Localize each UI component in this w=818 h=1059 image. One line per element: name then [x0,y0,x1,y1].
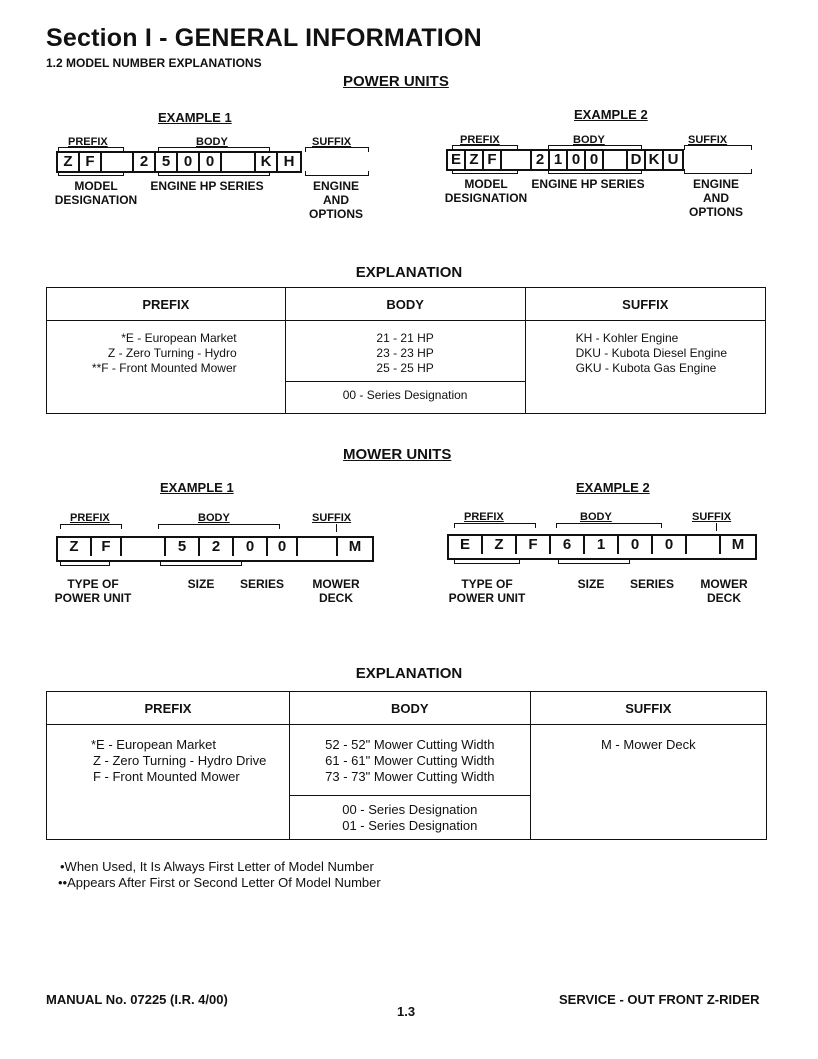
mower-body-series: 01 - Series Designation [342,818,478,833]
footnote-1: •When Used, It Is Always First Letter of Model Number [60,859,374,874]
power-example-2-title: EXAMPLE 2 [574,107,648,122]
model-letter-box: M [731,536,745,553]
mower-suffix-line: M - Mower Deck [600,737,696,752]
model-letter-box: 5 [166,538,200,556]
model-letter-box: F [80,153,102,171]
power-example-1-title: EXAMPLE 1 [158,110,232,125]
mower-ex1-suffix-label: SUFFIX [312,512,352,524]
power-ex2-suffix-bracket [684,145,752,150]
model-letter-box: 0 [200,153,222,171]
model-letter-box: M [348,538,362,555]
mower-ex1-caption-series: SERIES [239,577,284,591]
power-table-suffix-cell [525,321,765,414]
power-ex2-model-boxes [446,149,684,171]
model-letter-box [222,153,256,171]
mower-table-header-prefix: PREFIX [47,692,290,725]
power-ex1-model-boxes [56,151,302,173]
model-letter-box: 6 [551,536,585,554]
page-title: Section I - GENERAL INFORMATION [46,24,482,52]
model-letter-box: H [283,153,295,170]
power-units-heading: POWER UNITS [343,73,449,90]
power-suffix-line: GKU - Kubota Gas Engine [575,361,717,375]
mower-ex1-prefix-label: PREFIX [70,512,110,524]
model-letter-box: 0 [178,153,200,171]
mower-table-header-suffix: SUFFIX [530,692,766,725]
footer-page-number: 1.3 [397,1004,416,1019]
power-ex2-model-underbracket [452,169,518,174]
mower-ex1-model-boxes [56,536,374,562]
mower-ex2-size-underbracket [558,559,630,564]
mower-ex2-caption-type: TYPE OF POWER UNIT [448,577,526,605]
power-table-header-body: BODY [285,288,525,321]
model-letter-box: K [256,153,278,171]
power-table-prefix-cell [47,321,286,414]
mower-ex1-caption-type: TYPE OF POWER UNIT [54,577,132,605]
model-letter-box: 0 [653,536,687,554]
model-letter-box [604,151,628,169]
power-body-line: 23 - 23 HP [376,346,434,360]
power-suffix-line: DKU - Kubota Diesel Engine [575,346,728,360]
power-ex2-suffix-underbracket [684,169,752,174]
power-prefix-line: **F - Front Mounted Mower [91,361,237,375]
mower-table-prefix-cell [47,725,290,840]
model-letter-box: 1 [550,151,568,169]
power-ex2-caption-model: MODEL DESIGNATION [444,177,528,205]
model-letter-box: 0 [586,151,604,169]
power-ex1-prefix-label: PREFIX [68,136,108,148]
power-ex2-body-label: BODY [573,134,605,146]
model-letter-box [122,538,166,556]
model-letter-box: 0 [619,536,653,554]
mower-prefix-line: *E - European Market [91,737,217,752]
mower-ex2-type-underbracket [454,559,520,564]
model-letter-box [102,153,134,171]
model-letter-box [298,538,338,556]
model-letter-box: U [667,151,679,168]
model-letter-box: 0 [268,538,298,556]
model-letter-box: Z [466,151,484,169]
mower-example-1-title: EXAMPLE 1 [160,480,234,495]
mower-ex1-suffix-tick [336,524,337,532]
mower-ex2-prefix-label: PREFIX [464,511,504,523]
footer-manual-number: MANUAL No. 07225 (I.R. 4/00) [46,992,228,1007]
footer-service-title: SERVICE - OUT FRONT Z-RIDER [559,992,760,1007]
mower-table-suffix-cell [530,725,766,840]
mower-ex1-caption-deck: MOWER DECK [312,577,360,605]
mower-ex1-caption-size: SIZE [187,577,215,591]
model-letter-box: 2 [134,153,156,171]
mower-ex1-type-underbracket [60,561,110,566]
power-ex1-caption-engine: ENGINE AND OPTIONS [308,179,363,221]
power-prefix-line: Z - Zero Turning - Hydro [107,346,237,360]
model-letter-box: K [646,151,664,169]
mower-ex2-model-boxes [447,534,757,560]
mower-body-line: 73 - 73" Mower Cutting Width [325,769,495,784]
mower-ex2-suffix-label: SUFFIX [692,511,732,523]
footnotes [60,859,381,891]
mower-prefix-line: F - Front Mounted Mower [93,769,240,784]
model-letter-box: D [628,151,646,169]
power-suffix-line: KH - Kohler Engine [575,331,679,345]
power-body-line: 25 - 25 HP [376,361,434,375]
power-explanation-table [46,287,766,414]
mower-ex2-body-label: BODY [580,511,612,523]
mower-ex1-body-bracket [158,524,280,529]
mower-explanation-title: EXPLANATION [355,665,463,682]
mower-table-body-cell [290,725,531,840]
power-ex1-suffix-bracket [305,147,369,152]
model-letter-box: 5 [156,153,178,171]
mower-ex1-prefix-bracket [60,524,122,529]
power-ex2-caption-engine-hp: ENGINE HP SERIES [531,177,645,191]
mower-ex2-body-bracket [556,523,662,528]
model-letter-box: Z [483,536,517,554]
power-ex1-model-underbracket [58,171,124,176]
power-table-header-suffix: SUFFIX [525,288,765,321]
mower-ex2-caption-size: SIZE [577,577,605,591]
power-ex2-body-underbracket [548,169,642,174]
model-letter-box: F [517,536,551,554]
mower-example-2-title: EXAMPLE 2 [576,480,650,495]
mower-body-line: 61 - 61" Mower Cutting Width [325,753,495,768]
model-letter-box: 1 [585,536,619,554]
subsection-title: 1.2 MODEL NUMBER EXPLANATIONS [46,56,262,70]
power-ex1-suffix-label: SUFFIX [312,136,352,148]
mower-prefix-line: Z - Zero Turning - Hydro Drive [93,753,267,768]
mower-explanation-table [46,691,767,840]
mower-ex2-caption-series: SERIES [629,577,674,591]
mower-ex2-suffix-tick [716,523,717,531]
power-ex1-caption-model: MODEL DESIGNATION [54,179,138,207]
power-ex2-caption-engine: ENGINE AND OPTIONS [688,177,743,219]
power-explanation-title: EXPLANATION [355,264,463,281]
model-letter-box: 0 [234,538,268,556]
model-letter-box: F [484,151,502,169]
power-ex1-body-underbracket [158,171,270,176]
power-body-series: 00 - Series Designation [342,388,468,402]
power-ex1-suffix-underbracket [305,171,369,176]
mower-body-line: 52 - 52" Mower Cutting Width [325,737,495,752]
model-letter-box: 2 [200,538,234,556]
mower-ex2-prefix-bracket [454,523,536,528]
model-letter-box: Z [58,538,92,556]
mower-body-series: 00 - Series Designation [342,802,478,817]
mower-ex2-caption-deck: MOWER DECK [700,577,748,605]
power-prefix-line: *E - European Market [121,331,237,345]
power-table-header-prefix: PREFIX [47,288,286,321]
power-ex2-prefix-label: PREFIX [460,134,500,146]
mower-ex1-size-underbracket [160,561,242,566]
model-letter-box: E [448,151,466,169]
mower-ex1-body-label: BODY [198,512,230,524]
model-letter-box: F [92,538,122,556]
model-letter-box: 2 [532,151,550,169]
model-letter-box: 0 [568,151,586,169]
mower-units-heading: MOWER UNITS [343,446,452,463]
model-letter-box [502,151,532,169]
power-ex1-body-label: BODY [196,136,228,148]
power-ex2-suffix-label: SUFFIX [688,134,728,146]
model-letter-box [687,536,721,554]
model-letter-box: E [449,536,483,554]
model-letter-box: Z [58,153,80,171]
power-body-line: 21 - 21 HP [376,331,434,345]
mower-table-header-body: BODY [290,692,531,725]
power-ex1-caption-engine-hp: ENGINE HP SERIES [150,179,264,193]
power-table-body-cell [285,321,525,414]
footnote-2: ••Appears After First or Second Letter Of Model Number [58,875,381,890]
